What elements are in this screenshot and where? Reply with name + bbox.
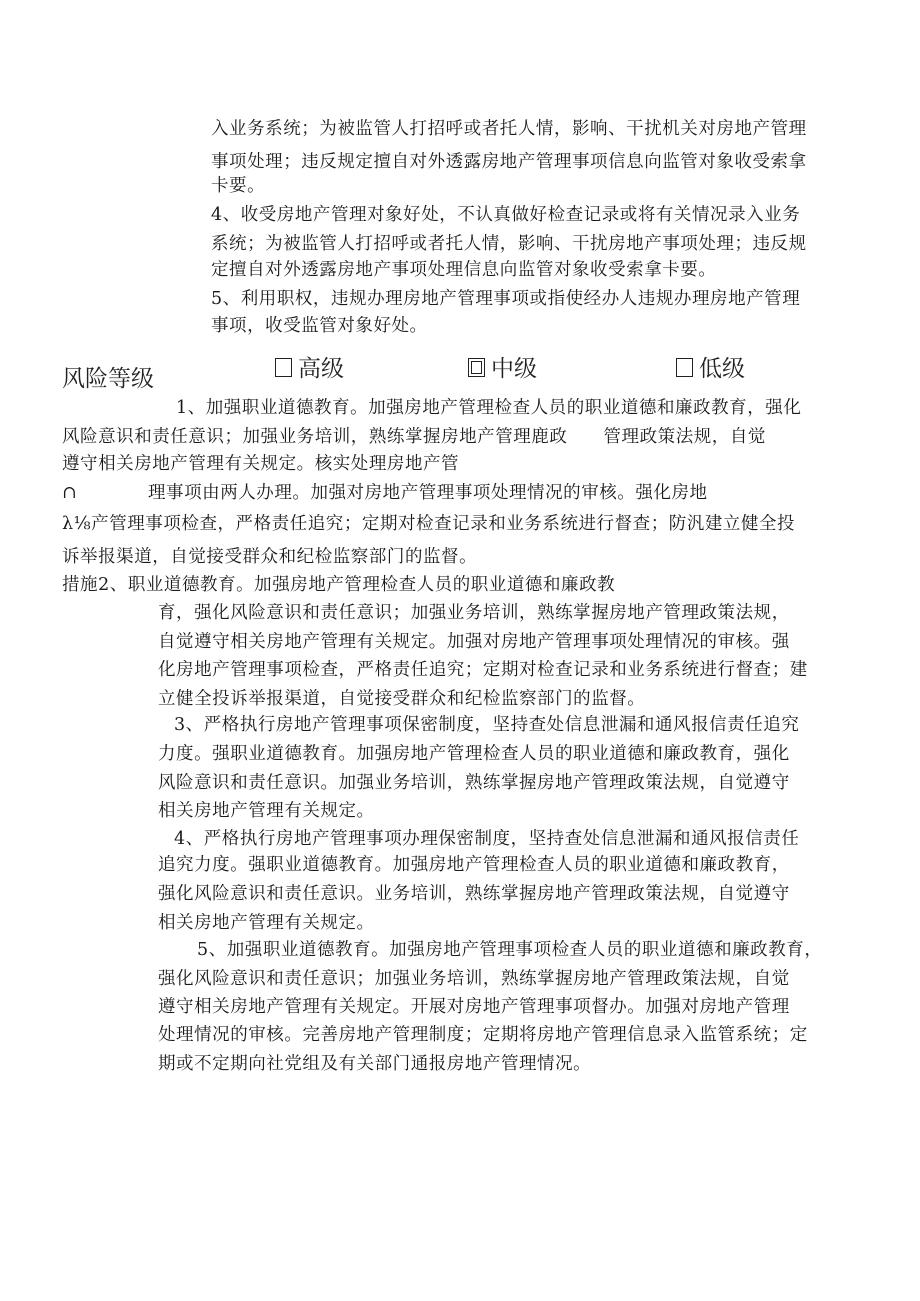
text-line: 5、加强职业道德教育。加强房地产管理事项检查人员的职业道德和廉政教育， [197,940,823,960]
risk-option-high [275,354,344,384]
checkbox-icon [275,358,292,377]
text-line: 措施2、职业道德教育。加强房地产管理检查人员的职业道德和廉政教 [62,575,616,595]
text-line: 诉举报渠道，自觉接受群众和纪检监察部门的监督。 [62,547,478,567]
text-line: 遵守相关房地产管理有关规定。核实处理房地产管 [62,454,460,474]
checked-box-icon [468,358,485,377]
text-line: 理事项由两人办理。加强对房地产管理事项处理情况的审核。强化房地 [148,483,708,503]
checkbox-icon [676,358,693,377]
text-line: 事项处理；违反规定擅自对外透露房地产管理事项信息向监管对象收受索拿 [211,152,807,172]
text-line: 立健全投诉举报渠道，自觉接受群众和纪检监察部门的监督。 [158,689,646,709]
text-line: 3、严格执行房地产管理事项保密制度，坚持查处信息泄漏和通风报信责任追究 [174,715,800,735]
risk-option-label: 低级 [699,356,745,382]
text-line: 系统；为被监管人打招呼或者托人情，影响、干扰房地产事项处理；违反规 [211,234,807,254]
text-line: 相关房地产管理有关规定。 [158,913,375,933]
text-line: 强化风险意识和责任意识。业务培训，熟练掌握房地产管理政策法规，自觉遵守 [158,884,790,904]
text-line: 化房地产管理事项检查，严格责任追究；定期对检查记录和业务系统进行督查；建 [158,660,808,680]
text-line: ∩ [62,483,78,503]
risk-level-label: 风险等级 [62,366,154,392]
text-line: 4、收受房地产管理对象好处，不认真做好检查记录或将有关情况录入业务 [211,205,801,225]
risk-option-label: 中级 [491,356,537,382]
risk-option-medium [468,354,537,384]
text-line: 风险意识和责任意识。加强业务培训，熟练掌握房地产管理政策法规，自觉遵守 [158,773,790,793]
text-line: 力度。强职业道德教育。加强房地产管理检查人员的职业道德和廉政教育，强化 [158,744,790,764]
risk-option-low [676,354,745,384]
text-line: 卡要。 [211,176,266,196]
text-line: 4、严格执行房地产管理事项办理保密制度，坚持查处信息泄漏和通风报信责任 [174,829,800,849]
text-line: 风险意识和责任意识；加强业务培训，熟练掌握房地产管理鹿政 管理政策法规，自觉 [62,427,766,447]
text-line: 1、加强职业道德教育。加强房地产管理检查人员的职业道德和廉政教育，强化 [176,398,802,418]
text-line: 入业务系统；为被监管人打招呼或者托人情，影响、干扰机关对房地产管理 [211,119,807,139]
risk-option-label: 高级 [298,356,344,382]
text-line: 自觉遵守相关房地产管理有关规定。加强对房地产管理事项处理情况的审核。强 [158,632,790,652]
text-line: 处理情况的审核。完善房地产管理制度；定期将房地产管理信息录入监管系统；定 [158,1025,808,1045]
text-line: 遵守相关房地产管理有关规定。开展对房地产管理事项督办。加强对房地产管理 [158,997,790,1017]
text-line: 追究力度。强职业道德教育。加强房地产管理检查人员的职业道德和廉政教育， [158,855,790,875]
text-line: 事项，收受监管对象好处。 [211,316,428,336]
text-line: λ⅛产管理事项检查，严格责任追究；定期对检查记录和业务系统进行督查；防汎建立健全投 [62,514,796,534]
text-line: 育，强化风险意识和责任意识；加强业务培训，熟练掌握房地产管理政策法规， [158,603,790,623]
text-line: 期或不定期向社党组及有关部门通报房地产管理情况。 [158,1054,592,1074]
risk-level-row [0,354,920,394]
text-line: 定擅自对外透露房地产事项处理信息向监管对象收受索拿卡要。 [211,260,717,280]
text-line: 5、利用职权，违规办理房地产管理事项或指使经办人违规办理房地产管理 [211,289,801,309]
text-line: 强化风险意识和责任意识；加强业务培训，熟练掌握房地产管理政策法规，自觉 [158,969,790,989]
text-line: 相关房地产管理有关规定。 [158,801,375,821]
